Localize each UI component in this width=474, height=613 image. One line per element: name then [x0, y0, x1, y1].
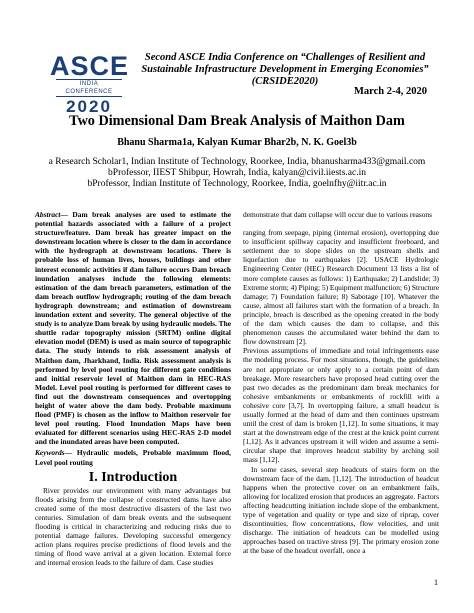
affiliation-2: bProfessor, IIEST Shibpur, Howrah, India, kalyan@civil.iiests.ac.in — [108, 168, 366, 178]
affiliation-3: bProfessor, Indian Institute of Technology, Roorkee, India, goelnfhy@iitr.ac.in — [87, 179, 387, 189]
asce-logo — [50, 51, 130, 116]
keywords-label: Keywords— — [35, 448, 72, 458]
right-column — [243, 210, 439, 555]
abstract — [35, 210, 231, 446]
right-paragraph-3: In some cases, several step headcuts of stairs form on the downstream face of the dam. [1,12]. The introduction of headcut happens when the protective cover on an embankment fails, allowing for localized erosion that produces an aggregate. Factors affecting headcutting initiation include slope of the embankment, type of vegetation and quality or type and size of riprap, cover discontinuities, flow concentrations, flow velocities, and unit discharge. The initiation of headcuts can be modelled using approaches based on tractive stress [9]. The primary erosion zone at the base of the headcut overfall, once a — [243, 464, 439, 556]
paper-title: Two Dimensional Dam Break Analysis of Maithon Dam — [69, 113, 405, 129]
logo-conference-text: INDIA CONFERENCE — [56, 79, 122, 97]
conference-title: Second ASCE India Conference on “Challenges of Resilient and Sustainable Infrastructure Development in Emerging Economies” (CRSIDE2020) — [141, 52, 429, 87]
abstract-label: Abstract— — [35, 210, 68, 219]
left-column — [35, 210, 231, 568]
right-paragraph-1: ranging from seepage, piping (internal erosion), overtopping due to insufficient spillway capacity and insufficient freeboard, and settlement due to slope slides on the upstream shells and liquefaction due to earthquakes [2]. USACE Hydrologic Engineering Center (HEC) Research Document 13 lists a list of more complete causes as follows: 1) Earthquake; 2) Landslide; 3) Extreme storm; 4) Piping; 5) Equipment malfunction; 6) Structure damage; 7) Foundation failure; 8) Sabotage [10]. Whatever the cause, almost all failures start with the formation of a breach. In principle, breach is described as the opening created in the body of the dam which causes the dam to collapse, and this phenomenon causes the accumulated water behind the dam to flow downstream [2]. — [243, 228, 439, 347]
right-paragraph-0: demonstrate that dam collapse will occur due to various reasons — [243, 210, 433, 219]
logo-asce-text: ASCE — [50, 51, 130, 81]
keywords-text: Hydraulic models, Probable maximum flood, Level pool routing — [35, 448, 231, 467]
abstract-text: Dam break analyses are used to estimate the potential hazards associated with a failure of a project structure/feature. Dam break has greater impact on the downstream location where is closer to the dam in accordance with the hydrograph at downstream locations. There is probable loss of human lives, houses, buildings and other interest economic activities if dam failure occurs Dam breach inundation analyses include the following elements: estimation of the dam breach parameters, estimation of the dam breach outflow hydrograph; routing of the dam breach hydrograph downstream; and estimation of downstream inundation extent and severity. The general objective of the study is to analyze Dam break by using hydraulic models. The shuttle radar topography mission (SRTM) online digital elevation model (DEM) is used as main source of topographic data. The study intends to risk assessment analysis of Maithon dam, Jharkhand, India. Risk assessment analysis is performed by level pool routing for different gate conditions and initial reservoir level of Maithon dam in HEC-RAS Model. Level pool routing is performed for different cases to find out the downstream consequences and overtopping height of water above the dam body. Probable maximum flood (PMF) is chosen as the inflow to Maithon reservoir for level pool routing. Flood Inundation Maps have been evaluated for different scenarios using HEC-RAS 2-D model and the inundated areas have been computed. — [35, 210, 231, 447]
section-heading-introduction: I. Introduction — [88, 469, 178, 485]
paper-authors: Bhanu Sharma1a, Kalyan Kumar Bhar2b, N. K. Goel3b — [117, 137, 357, 148]
affiliation-1: a Research Scholar1, Indian Institute of Technology, Roorkee, India, bhanusharma433@gmail.com — [48, 157, 426, 167]
intro-paragraph: River provides our environment with many advantages but floods arising from the collapse of constructed dams have also created some of the most destructive disasters of the last two centuries. Simulation of dam break events and the subsequent flooding is critical in characterizing and reducing risks due to potential damage failures. Developing successful emergency action plans requires precise predictions of flood levels and the timing of flood wave arrival at a given location. External force and internal erosion leads to the failure of dam. Case studies — [35, 485, 231, 568]
page-number: 1 — [434, 578, 438, 587]
conference-date: March 2-4, 2020 — [353, 86, 427, 97]
keywords — [35, 448, 231, 466]
logo-year-text: 2020 — [66, 97, 112, 116]
right-paragraph-2: Previous assumptions of immediate and total infringements ease the modeling process. For most situations, though, the guidelines are not appropriate or only apply to a certain point of dam breakage. More researchers have proposed head cutting over the past two decades as the predominant dam break mechanics for cohesive embankments or embankments of rockfill with a cohesive core [3,7]. In overtopping failure, a small headcut is usually formed at the head of dam and then continues upstream until the crest of dam is broken [1,12]. In some situations, it may start at the downstream edge of the crest at the knick point current [1,12]. As it advances upstream it will widen and assume a semi-circular shape that improves headcut stability by arching soil mass [1,12]. — [243, 346, 439, 465]
